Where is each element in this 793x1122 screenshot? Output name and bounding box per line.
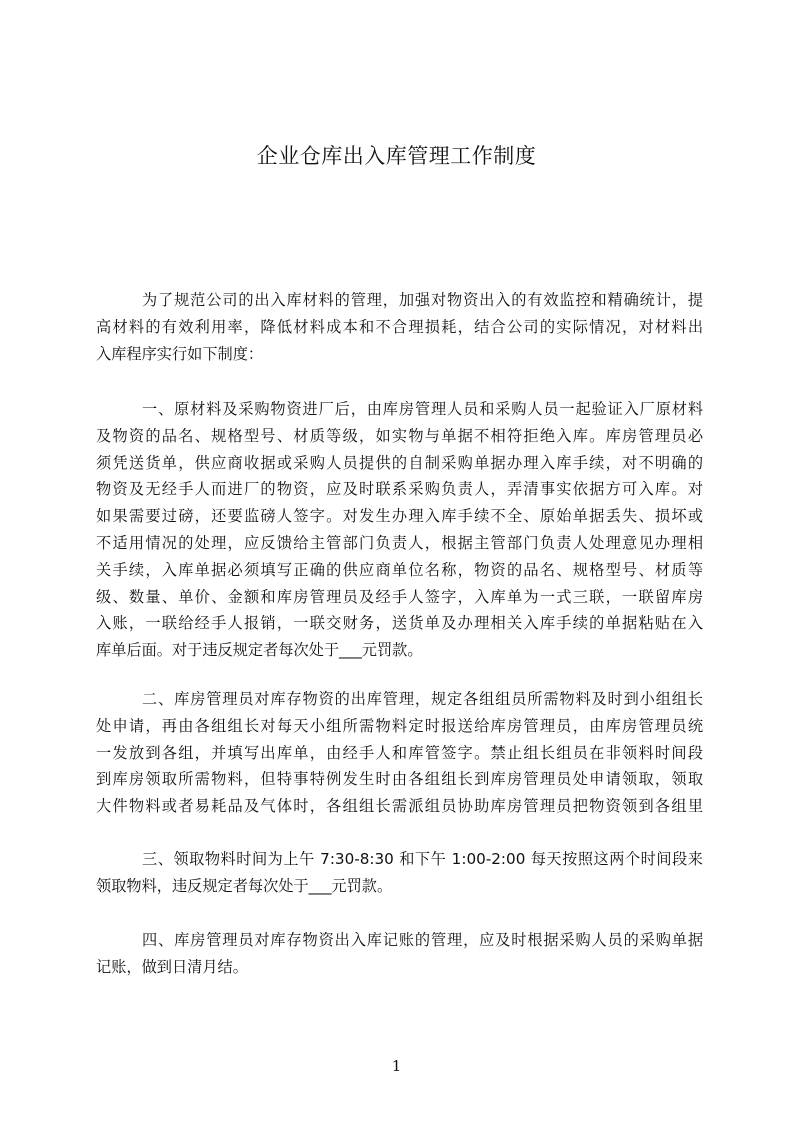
text-line: 记账，做到日清月结。 — [96, 957, 248, 976]
text-line: 高材料的有效利用率，降低材料成本和不合理损耗，结合公司的实际情况，对材料出 — [96, 317, 703, 336]
paragraph-section-3 — [96, 846, 703, 900]
paragraph-intro — [96, 287, 703, 367]
text-line: 为了规范公司的出入库材料的管理，加强对物资出入的有效监控和精确统计，提 — [142, 291, 703, 309]
text-line: 大件物料或者易耗品及气体时，各组组长需派组员协助库房管理员把物资领到各组里 — [96, 797, 703, 816]
text-line: 物资及无经手人而进厂的物资，应及时联系采购负责人，弄清事实依据方可入库。对 — [96, 480, 703, 499]
text-line: 入账，一联给经手人报销，一联交财务，送货单及办理相关入库手续的单据粘贴在入 — [96, 614, 703, 633]
text-line: 库单后面。对于违反规定者每次处于___元罚款。 — [96, 641, 423, 660]
paragraph-section-4 — [96, 927, 703, 981]
text-line: 到库房领取所需物料，但特事特例发生时由各组组长到库房管理员处申请领取，领取 — [96, 770, 703, 789]
text-line: 领取物料，违反规定者每次处于___元罚款。 — [96, 876, 393, 895]
text-line: 须凭送货单，供应商收据或采购人员提供的自制采购单据办理入库手续，对不明确的 — [96, 453, 703, 472]
text-line: 处申请，再由各组组长对每天小组所需物料定时报送给库房管理员，由库房管理员统 — [96, 716, 703, 735]
text-line: 二、库房管理员对库存物资的出库管理，规定各组组员所需物料及时到小组组长 — [142, 690, 703, 708]
text-line: 四、库房管理员对库存物资出入库记账的管理，应及时根据采购人员的采购单据 — [142, 931, 703, 949]
text-line: 关手续，入库单据必须填写正确的供应商单位名称，物资的品名、规格型号、材质等 — [96, 560, 703, 579]
text-line: 入库程序实行如下制度： — [96, 344, 264, 363]
page-number: 1 — [391, 1057, 402, 1075]
paragraph-section-2 — [96, 686, 703, 820]
text-line: 一、原材料及采购物资进厂后，由库房管理人员和采购人员一起验证入厂原材料 — [142, 400, 703, 418]
text-line: 级、数量、单价、金额和库房管理员及经手人签字，入库单为一式三联，一联留库房 — [96, 587, 703, 606]
text-line: 不适用情况的处理，应反馈给主管部门负责人，根据主管部门负责人处理意见办理相 — [96, 533, 703, 552]
text-line: 及物资的品名、规格型号、材质等级，如实物与单据不相符拒绝入库。库房管理员必 — [96, 426, 703, 445]
text-line: 一发放到各组，并填写出库单，由经手人和库管签字。禁止组长组员在非领料时间段 — [96, 743, 703, 762]
text-line: 如果需要过磅，还要监磅人签字。对发生办理入库手续不全、原始单据丢失、损坏或 — [96, 507, 703, 526]
text-line: 三、领取物料时间为上午 7:30-8:30 和下午 1:00-2:00 每天按照这两个时间段来 — [142, 850, 703, 868]
paragraph-section-1 — [96, 396, 703, 664]
document-title: 企业仓库出入库管理工作制度 — [256, 144, 537, 168]
